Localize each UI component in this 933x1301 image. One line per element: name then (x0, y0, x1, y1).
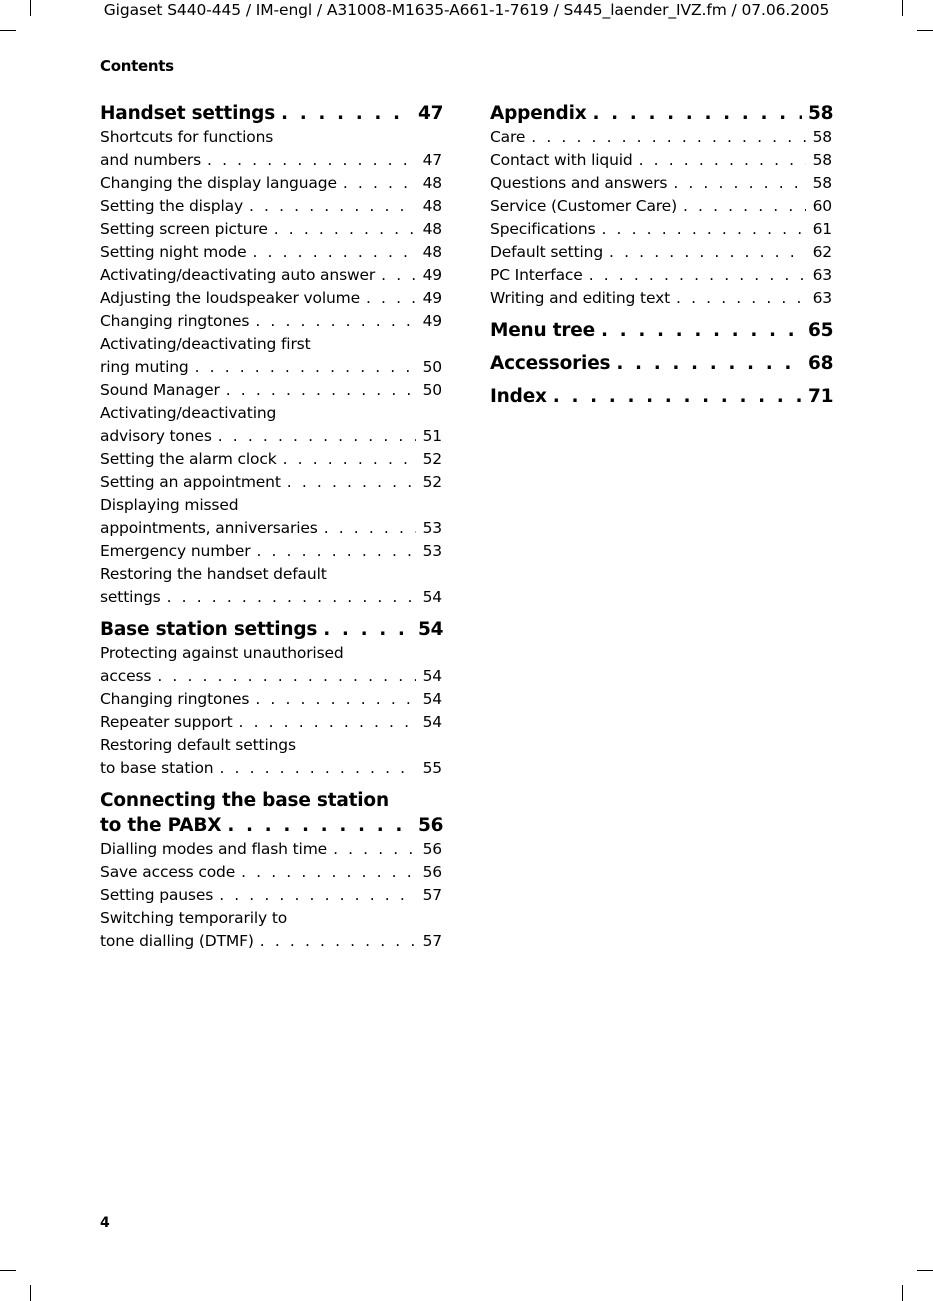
entry-page: 53 (422, 542, 442, 560)
entry-page: 58 (808, 103, 834, 124)
entry-title: Changing ringtones (100, 312, 250, 330)
entry-title: Setting the alarm clock (100, 450, 277, 468)
entry-title: Care (490, 128, 526, 146)
heading-line1: Connecting the base station (100, 790, 389, 811)
dot-leader (249, 195, 416, 218)
toc-entry[interactable] (100, 861, 442, 884)
toc-entry-multiline[interactable] (100, 494, 442, 540)
entry-title: Questions and answers (490, 174, 668, 192)
toc-entry-multiline[interactable] (100, 563, 442, 609)
dot-leader (366, 287, 416, 310)
entry-page: 54 (418, 619, 444, 640)
entry-title: access (100, 667, 152, 685)
crop-mark (902, 1285, 903, 1301)
dot-leader (226, 379, 416, 402)
dot-leader (673, 172, 806, 195)
entry-page: 63 (812, 266, 832, 284)
toc-entry[interactable] (100, 540, 442, 563)
toc-entry (100, 757, 442, 780)
entry-page: 49 (422, 289, 442, 307)
entry-title-line1: Protecting against unauthorised (100, 644, 344, 662)
entry-title: Setting night mode (100, 243, 247, 261)
toc-entry (100, 586, 442, 609)
entry-page: 56 (422, 863, 442, 881)
entry-page: 49 (422, 266, 442, 284)
dot-leader (323, 617, 412, 642)
toc-heading[interactable] (490, 101, 832, 126)
entry-page: 49 (422, 312, 442, 330)
dot-leader (381, 264, 416, 287)
toc-entry[interactable] (490, 264, 832, 287)
entry-title: Setting screen picture (100, 220, 268, 238)
dot-leader (324, 517, 416, 540)
entry-page: 48 (422, 197, 442, 215)
toc-entry-multiline[interactable] (100, 402, 442, 448)
toc-entry-multiline[interactable] (100, 734, 442, 780)
dot-leader (592, 101, 802, 126)
page-number: 4 (100, 1215, 110, 1231)
entry-page: 62 (812, 243, 832, 261)
toc-heading[interactable] (100, 101, 442, 126)
toc-right-column (490, 101, 832, 409)
toc-entry[interactable] (100, 195, 442, 218)
toc-entry[interactable] (490, 126, 832, 149)
dot-leader (531, 126, 806, 149)
entry-page: 50 (422, 381, 442, 399)
toc-entry (100, 425, 442, 448)
entry-title: Service (Customer Care) (490, 197, 677, 215)
entry-title: Writing and editing text (490, 289, 671, 307)
crop-mark (917, 1270, 933, 1271)
entry-title-line1: Activating/deactivating (100, 404, 277, 422)
dot-leader (609, 241, 806, 264)
dot-leader (239, 711, 416, 734)
entry-page: 57 (422, 886, 442, 904)
entry-page: 58 (812, 128, 832, 146)
running-head: Gigaset S440-445 / IM-engl / A31008-M1635-A661-1-7619 / S445_laender_IVZ.fm / 07.06.2005 (103, 1, 830, 19)
toc-heading[interactable] (490, 351, 832, 376)
toc-entry[interactable] (100, 884, 442, 907)
toc-entry[interactable] (100, 711, 442, 734)
entry-page: 52 (422, 450, 442, 468)
entry-title-line1: Restoring default settings (100, 736, 296, 754)
entry-title: Contact with liquid (490, 151, 633, 169)
toc-entry[interactable] (100, 310, 442, 333)
toc-entry (100, 665, 442, 688)
entry-page: 54 (422, 588, 442, 606)
entry-title: ring muting (100, 358, 189, 376)
toc-heading[interactable] (100, 617, 442, 642)
entry-page: 54 (422, 667, 442, 685)
entry-title: Activating/deactivating auto answer (100, 266, 376, 284)
dot-leader (639, 149, 806, 172)
entry-title: Emergency number (100, 542, 251, 560)
dot-leader (255, 688, 416, 711)
entry-page: 61 (812, 220, 832, 238)
entry-page: 65 (808, 320, 834, 341)
entry-title: Changing ringtones (100, 690, 250, 708)
entry-page: 57 (422, 932, 442, 950)
dot-leader (241, 861, 416, 884)
toc-entry-multiline[interactable] (100, 642, 442, 688)
entry-page: 54 (422, 690, 442, 708)
dot-leader (167, 586, 416, 609)
dot-leader (683, 195, 806, 218)
toc-entry[interactable] (100, 838, 442, 861)
entry-title: Sound Manager (100, 381, 220, 399)
entry-page: 54 (422, 713, 442, 731)
entry-title: to the PABX (100, 815, 222, 836)
entry-title: Setting pauses (100, 886, 214, 904)
dot-leader (252, 241, 416, 264)
entry-title: Accessories (490, 353, 611, 374)
entry-title: Repeater support (100, 713, 233, 731)
entry-title-line1: Activating/deactivating first (100, 335, 311, 353)
dot-leader (274, 218, 416, 241)
entry-title: and numbers (100, 151, 202, 169)
toc-entry[interactable] (100, 218, 442, 241)
entry-title: Index (490, 386, 547, 407)
dot-leader (219, 884, 416, 907)
dot-leader (281, 101, 412, 126)
entry-title: Appendix (490, 103, 587, 124)
dot-leader (287, 471, 416, 494)
entry-title: Default setting (490, 243, 604, 261)
crop-mark (0, 1270, 16, 1271)
entry-page: 47 (422, 151, 442, 169)
entry-page: 48 (422, 220, 442, 238)
entry-title: Specifications (490, 220, 596, 238)
entry-page: 58 (812, 151, 832, 169)
toc-heading-multiline[interactable] (100, 788, 442, 838)
dot-leader (157, 665, 416, 688)
toc-entry[interactable] (490, 195, 832, 218)
toc-entry[interactable] (100, 379, 442, 402)
toc-heading[interactable] (490, 384, 832, 409)
dot-leader (602, 218, 807, 241)
dot-leader (616, 351, 802, 376)
toc-entry[interactable] (100, 688, 442, 711)
toc-heading (100, 813, 442, 838)
toc-entry-multiline[interactable] (100, 333, 442, 379)
toc-entry (100, 356, 442, 379)
dot-leader (283, 448, 416, 471)
toc-entry[interactable] (490, 287, 832, 310)
crop-mark (917, 30, 933, 31)
dot-leader (333, 838, 416, 861)
toc-entry[interactable] (490, 172, 832, 195)
crop-mark (0, 30, 16, 31)
toc-entry[interactable] (100, 287, 442, 310)
entry-page: 60 (812, 197, 832, 215)
toc-entry[interactable] (490, 218, 832, 241)
toc-entry[interactable] (100, 264, 442, 287)
toc-entry (100, 517, 442, 540)
entry-title: Setting an appointment (100, 473, 281, 491)
dot-leader (343, 172, 416, 195)
toc-entry-multiline[interactable] (100, 907, 442, 953)
entry-title: Handset settings (100, 103, 276, 124)
toc-entry[interactable] (100, 448, 442, 471)
entry-page: 51 (422, 427, 442, 445)
entry-title-line1: Restoring the handset default (100, 565, 327, 583)
entry-title: Menu tree (490, 320, 595, 341)
entry-title: PC Interface (490, 266, 583, 284)
entry-title-line1: Switching temporarily to (100, 909, 288, 927)
entry-title: Save access code (100, 863, 236, 881)
entry-page: 48 (422, 243, 442, 261)
entry-page: 68 (808, 353, 834, 374)
entry-page: 71 (808, 386, 834, 407)
entry-page: 56 (418, 815, 444, 836)
entry-page: 58 (812, 174, 832, 192)
toc-entry[interactable] (100, 241, 442, 264)
dot-leader (195, 356, 416, 379)
toc-left-column (100, 101, 442, 953)
entry-title: Base station settings (100, 619, 318, 640)
entry-page: 63 (812, 289, 832, 307)
toc-entry[interactable] (490, 241, 832, 264)
dot-leader (589, 264, 806, 287)
entry-page: 48 (422, 174, 442, 192)
entry-title: tone dialling (DTMF) (100, 932, 254, 950)
entry-title-line1: Shortcuts for functions (100, 128, 274, 146)
entry-title: Dialling modes and flash time (100, 840, 328, 858)
entry-title: Adjusting the loudspeaker volume (100, 289, 360, 307)
entry-title: settings (100, 588, 161, 606)
dot-leader (207, 149, 416, 172)
entry-page: 50 (422, 358, 442, 376)
toc-heading[interactable] (490, 318, 832, 343)
dot-leader (256, 540, 416, 563)
toc-entry (100, 930, 442, 953)
entry-title: advisory tones (100, 427, 212, 445)
entry-page: 55 (422, 759, 442, 777)
dot-leader (219, 757, 416, 780)
toc-entry[interactable] (100, 172, 442, 195)
dot-leader (255, 310, 416, 333)
entry-page: 53 (422, 519, 442, 537)
dot-leader (218, 425, 416, 448)
entry-title: to base station (100, 759, 214, 777)
section-title: Contents (100, 57, 174, 75)
dot-leader (227, 813, 412, 838)
entry-page: 47 (418, 103, 444, 124)
entry-title: Changing the display language (100, 174, 337, 192)
toc-entry[interactable] (100, 471, 442, 494)
entry-page: 56 (422, 840, 442, 858)
dot-leader (553, 384, 802, 409)
toc-entry-multiline[interactable] (100, 126, 442, 172)
dot-leader (676, 287, 806, 310)
entry-page: 52 (422, 473, 442, 491)
crop-mark (30, 1285, 31, 1301)
entry-title: appointments, anniversaries (100, 519, 318, 537)
toc-entry (100, 149, 442, 172)
toc-entry[interactable] (490, 149, 832, 172)
entry-title: Setting the display (100, 197, 243, 215)
dot-leader (260, 930, 416, 953)
entry-title-line1: Displaying missed (100, 496, 239, 514)
dot-leader (601, 318, 802, 343)
